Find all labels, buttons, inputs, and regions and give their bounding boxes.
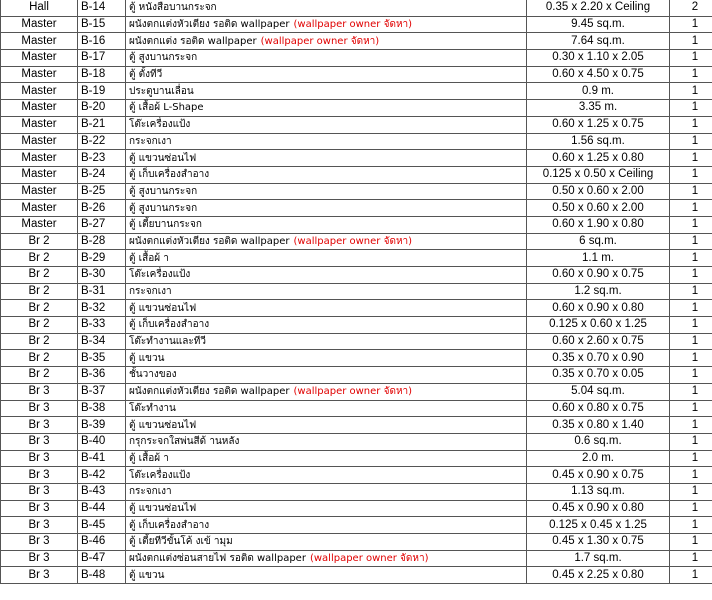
dimension-cell[interactable]: 2.0 m.: [527, 450, 670, 467]
description-cell[interactable]: [126, 283, 527, 300]
item-description: กระจกเงา: [129, 486, 172, 498]
item-description: ตู้ เสื้อผ้ า: [129, 452, 169, 464]
dimension-cell[interactable]: 0.60 x 1.25 x 0.80: [527, 150, 670, 167]
item-code-cell[interactable]: B-21: [78, 116, 126, 133]
description-cell[interactable]: [126, 250, 527, 267]
dimension-cell[interactable]: 0.6 sq.m.: [527, 433, 670, 450]
item-code-cell[interactable]: B-45: [78, 517, 126, 534]
description-cell[interactable]: [126, 0, 527, 16]
item-description: ตู้ เก็บเครื่องสำอาง: [129, 319, 210, 331]
quantity-cell[interactable]: 1: [670, 100, 712, 117]
dimension-cell[interactable]: 0.125 x 0.45 x 1.25: [527, 517, 670, 534]
quantity-cell[interactable]: 1: [670, 517, 712, 534]
item-description: ผนังตกแต่งซ่อนสายไฟ รอติด wallpaper: [129, 553, 306, 565]
room-cell[interactable]: Br 2: [1, 267, 78, 284]
item-code-cell[interactable]: B-37: [78, 383, 126, 400]
item-description: โต๊ะเครื่องแป้ง: [129, 469, 191, 481]
item-code-cell[interactable]: B-14: [78, 0, 126, 16]
dimension-cell[interactable]: 1.13 sq.m.: [527, 483, 670, 500]
quantity-cell[interactable]: 1: [670, 350, 712, 367]
description-cell[interactable]: [126, 534, 527, 551]
item-code-cell[interactable]: B-41: [78, 450, 126, 467]
item-description: ตู้ แขวนซ่อนไฟ: [129, 419, 197, 431]
item-code-cell[interactable]: B-23: [78, 150, 126, 167]
description-cell[interactable]: [126, 267, 527, 284]
room-cell[interactable]: Br 3: [1, 534, 78, 551]
table-row: [1, 166, 712, 183]
table-row: [1, 200, 712, 217]
room-cell[interactable]: Master: [1, 183, 78, 200]
item-description: ตู้ แขวน: [129, 352, 165, 364]
description-cell[interactable]: [126, 166, 527, 183]
room-cell[interactable]: Master: [1, 116, 78, 133]
owner-supply-note: (wallpaper owner จัดหา): [260, 35, 380, 47]
room-cell[interactable]: Master: [1, 150, 78, 167]
dimension-cell[interactable]: 0.60 x 2.60 x 0.75: [527, 333, 670, 350]
dimension-cell[interactable]: 0.9 m.: [527, 83, 670, 100]
description-cell[interactable]: [126, 33, 527, 50]
item-description: ผนังตกแต่ง รอติด wallpaper: [129, 35, 257, 47]
table-row: [1, 400, 712, 417]
description-cell[interactable]: [126, 83, 527, 100]
table-row: [1, 66, 712, 83]
description-cell[interactable]: [126, 150, 527, 167]
description-cell[interactable]: [126, 550, 527, 567]
item-code-cell[interactable]: B-46: [78, 534, 126, 551]
table-row: [1, 267, 712, 284]
description-cell[interactable]: [126, 350, 527, 367]
item-code-cell[interactable]: B-26: [78, 200, 126, 217]
item-description: ตู้ เตี้ยทีวีขั้นโค้ งเข้ ามุม: [129, 536, 233, 548]
quantity-cell[interactable]: 1: [670, 467, 712, 484]
room-cell[interactable]: Master: [1, 133, 78, 150]
item-code-cell[interactable]: B-29: [78, 250, 126, 267]
quantity-cell[interactable]: 1: [670, 483, 712, 500]
room-cell[interactable]: Br 3: [1, 450, 78, 467]
item-description: กระจกเงา: [129, 286, 172, 298]
dimension-cell[interactable]: 0.60 x 1.25 x 0.75: [527, 116, 670, 133]
item-code-cell[interactable]: B-32: [78, 300, 126, 317]
dimension-cell[interactable]: 0.60 x 4.50 x 0.75: [527, 66, 670, 83]
item-code-cell[interactable]: B-44: [78, 500, 126, 517]
item-code-cell[interactable]: B-33: [78, 317, 126, 334]
dimension-cell[interactable]: 0.35 x 0.80 x 1.40: [527, 417, 670, 434]
quantity-cell[interactable]: 1: [670, 83, 712, 100]
quantity-cell[interactable]: 2: [670, 0, 712, 16]
quantity-cell[interactable]: 1: [670, 250, 712, 267]
table-row: [1, 550, 712, 567]
room-cell[interactable]: Br 3: [1, 517, 78, 534]
dimension-cell[interactable]: 0.60 x 0.90 x 0.80: [527, 300, 670, 317]
dimension-cell[interactable]: 7.64 sq.m.: [527, 33, 670, 50]
room-cell[interactable]: Master: [1, 16, 78, 33]
description-cell[interactable]: [126, 400, 527, 417]
item-code-cell[interactable]: B-35: [78, 350, 126, 367]
description-cell[interactable]: [126, 467, 527, 484]
description-cell[interactable]: [126, 100, 527, 117]
owner-supply-note: (wallpaper owner จัดหา): [309, 553, 429, 565]
dimension-cell[interactable]: 3.35 m.: [527, 100, 670, 117]
room-cell[interactable]: Br 3: [1, 567, 78, 584]
dimension-cell[interactable]: 0.125 x 0.60 x 1.25: [527, 317, 670, 334]
item-description: ประตูบานเลื่อน: [129, 85, 194, 97]
description-cell[interactable]: [126, 450, 527, 467]
dimension-cell[interactable]: 0.45 x 0.90 x 0.80: [527, 500, 670, 517]
room-cell[interactable]: Br 3: [1, 417, 78, 434]
item-code-cell[interactable]: B-30: [78, 267, 126, 284]
room-cell[interactable]: Master: [1, 200, 78, 217]
description-cell[interactable]: [126, 183, 527, 200]
room-cell[interactable]: Br 2: [1, 317, 78, 334]
table-row: [1, 300, 712, 317]
item-code-cell[interactable]: B-38: [78, 400, 126, 417]
description-cell[interactable]: [126, 300, 527, 317]
quantity-cell[interactable]: 1: [670, 150, 712, 167]
dimension-cell[interactable]: 1.56 sq.m.: [527, 133, 670, 150]
table-row: [1, 33, 712, 50]
table-row: [1, 350, 712, 367]
owner-supply-note: (wallpaper owner จัดหา): [293, 386, 413, 398]
room-cell[interactable]: Br 3: [1, 400, 78, 417]
room-cell[interactable]: Master: [1, 166, 78, 183]
description-cell[interactable]: [126, 216, 527, 233]
item-description: ผนังตกแต่งหัวเตียง รอติด wallpaper: [129, 19, 290, 31]
item-code-cell[interactable]: B-31: [78, 283, 126, 300]
quantity-cell[interactable]: 1: [670, 16, 712, 33]
dimension-cell[interactable]: 0.50 x 0.60 x 2.00: [527, 200, 670, 217]
room-cell[interactable]: Br 3: [1, 483, 78, 500]
room-cell[interactable]: Master: [1, 50, 78, 67]
table-row: [1, 150, 712, 167]
quantity-cell[interactable]: 1: [670, 367, 712, 384]
quantity-cell[interactable]: 1: [670, 200, 712, 217]
item-code-cell[interactable]: B-22: [78, 133, 126, 150]
room-cell[interactable]: Br 2: [1, 333, 78, 350]
item-description: โต๊ะเครื่องแป้ง: [129, 269, 191, 281]
description-cell[interactable]: [126, 133, 527, 150]
quantity-cell[interactable]: 1: [670, 233, 712, 250]
item-code-cell[interactable]: B-47: [78, 550, 126, 567]
quantity-cell[interactable]: 1: [670, 500, 712, 517]
description-cell[interactable]: [126, 317, 527, 334]
item-description: ตู้ แขวนซ่อนไฟ: [129, 502, 197, 514]
quantity-cell[interactable]: 1: [670, 267, 712, 284]
item-code-cell[interactable]: B-20: [78, 100, 126, 117]
description-cell[interactable]: [126, 116, 527, 133]
table-row: [1, 534, 712, 551]
item-code-cell[interactable]: B-17: [78, 50, 126, 67]
description-cell[interactable]: [126, 383, 527, 400]
dimension-cell[interactable]: 0.45 x 1.30 x 0.75: [527, 534, 670, 551]
dimension-cell[interactable]: 0.35 x 2.20 x Ceiling: [527, 0, 670, 16]
quantity-cell[interactable]: 1: [670, 133, 712, 150]
room-cell[interactable]: Br 2: [1, 233, 78, 250]
item-description: ตู้ ตั้งทีวี: [129, 69, 163, 81]
description-cell[interactable]: [126, 333, 527, 350]
table-row: [1, 567, 712, 584]
dimension-cell[interactable]: 1.7 sq.m.: [527, 550, 670, 567]
quantity-cell[interactable]: 1: [670, 66, 712, 83]
table-row: [1, 467, 712, 484]
item-code-cell[interactable]: B-48: [78, 567, 126, 584]
item-description: โต๊ะทำงานและทีวี: [129, 336, 206, 348]
quantity-cell[interactable]: 1: [670, 116, 712, 133]
item-description: ตู้ สูงบานกระจก: [129, 185, 198, 197]
table-row: [1, 433, 712, 450]
item-code-cell[interactable]: B-18: [78, 66, 126, 83]
quantity-cell[interactable]: 1: [670, 166, 712, 183]
item-code-cell[interactable]: B-34: [78, 333, 126, 350]
item-code-cell[interactable]: B-15: [78, 16, 126, 33]
table-row: [1, 417, 712, 434]
table-row: [1, 133, 712, 150]
table-row: [1, 283, 712, 300]
dimension-cell[interactable]: 0.50 x 0.60 x 2.00: [527, 183, 670, 200]
item-description: ตู้ แขวน: [129, 569, 165, 581]
table-row: [1, 83, 712, 100]
description-cell[interactable]: [126, 233, 527, 250]
room-cell[interactable]: Br 2: [1, 300, 78, 317]
owner-supply-note: (wallpaper owner จัดหา): [293, 19, 413, 31]
description-cell[interactable]: [126, 367, 527, 384]
item-code-cell[interactable]: B-43: [78, 483, 126, 500]
table-row: [1, 250, 712, 267]
room-cell[interactable]: Hall: [1, 0, 78, 16]
dimension-cell[interactable]: 1.2 sq.m.: [527, 283, 670, 300]
description-cell[interactable]: [126, 200, 527, 217]
table-row: [1, 517, 712, 534]
table-row: [1, 483, 712, 500]
item-description: ผนังตกแต่งหัวเตียง รอติด wallpaper: [129, 235, 290, 247]
quantity-cell[interactable]: 1: [670, 216, 712, 233]
quantity-cell[interactable]: 1: [670, 317, 712, 334]
quantity-cell[interactable]: 1: [670, 333, 712, 350]
item-description: ตู้ เก็บเครื่องสำอาง: [129, 169, 210, 181]
dimension-cell[interactable]: 0.125 x 0.50 x Ceiling: [527, 166, 670, 183]
room-cell[interactable]: Br 3: [1, 433, 78, 450]
item-code-cell[interactable]: B-28: [78, 233, 126, 250]
table-row: [1, 216, 712, 233]
description-cell[interactable]: [126, 417, 527, 434]
item-description: ตู้ เสื้อผ้ า: [129, 252, 169, 264]
item-description: ตู้ หนังสือบานกระจก: [129, 2, 217, 14]
quantity-cell[interactable]: 1: [670, 534, 712, 551]
quantity-cell[interactable]: 1: [670, 33, 712, 50]
item-code-cell[interactable]: B-25: [78, 183, 126, 200]
table-body: [1, 0, 712, 584]
item-description: ตู้ เสื้อผ้ L-Shape: [129, 102, 204, 114]
table-row: [1, 116, 712, 133]
quantity-cell[interactable]: 1: [670, 183, 712, 200]
item-code-cell[interactable]: B-24: [78, 166, 126, 183]
room-cell[interactable]: Master: [1, 66, 78, 83]
table-row: [1, 16, 712, 33]
dimension-cell[interactable]: 0.45 x 0.90 x 0.75: [527, 467, 670, 484]
room-cell[interactable]: Master: [1, 100, 78, 117]
table-row: [1, 317, 712, 334]
description-cell[interactable]: [126, 567, 527, 584]
quantity-cell[interactable]: 1: [670, 50, 712, 67]
dimension-cell[interactable]: 0.45 x 2.25 x 0.80: [527, 567, 670, 584]
description-cell[interactable]: [126, 50, 527, 67]
description-cell[interactable]: [126, 433, 527, 450]
description-cell[interactable]: [126, 483, 527, 500]
quantity-cell[interactable]: 1: [670, 383, 712, 400]
quantity-cell[interactable]: 1: [670, 567, 712, 584]
table-row: [1, 50, 712, 67]
item-code-cell[interactable]: B-36: [78, 367, 126, 384]
dimension-cell[interactable]: 9.45 sq.m.: [527, 16, 670, 33]
quantity-cell[interactable]: 1: [670, 300, 712, 317]
dimension-cell[interactable]: 0.60 x 0.80 x 0.75: [527, 400, 670, 417]
room-cell[interactable]: Br 3: [1, 500, 78, 517]
room-cell[interactable]: Br 2: [1, 250, 78, 267]
item-description: ตู้ เก็บเครื่องสำอาง: [129, 519, 210, 531]
item-code-cell[interactable]: B-19: [78, 83, 126, 100]
item-code-cell[interactable]: B-27: [78, 216, 126, 233]
item-description: ตู้ แขวนซ่อนไฟ: [129, 302, 197, 314]
quantity-cell[interactable]: 1: [670, 283, 712, 300]
table-row: [1, 367, 712, 384]
quantity-cell[interactable]: 1: [670, 433, 712, 450]
table-row: [1, 383, 712, 400]
item-description: ตู้ แขวนซ่อนไฟ: [129, 152, 197, 164]
item-code-cell[interactable]: B-16: [78, 33, 126, 50]
room-cell[interactable]: Master: [1, 83, 78, 100]
description-cell[interactable]: [126, 16, 527, 33]
item-description: ตู้ สูงบานกระจก: [129, 202, 198, 214]
table-row: [1, 233, 712, 250]
description-cell[interactable]: [126, 517, 527, 534]
table-row: [1, 0, 712, 16]
item-description: ผนังตกแต่งหัวเตียง รอติด wallpaper: [129, 386, 290, 398]
room-cell[interactable]: Br 3: [1, 383, 78, 400]
dimension-cell[interactable]: 0.30 x 1.10 x 2.05: [527, 50, 670, 67]
table-row: [1, 333, 712, 350]
table-row: [1, 100, 712, 117]
item-description: โต๊ะทำงาน: [129, 402, 176, 414]
item-description: กระจกเงา: [129, 135, 172, 147]
room-cell[interactable]: Br 3: [1, 467, 78, 484]
room-cell[interactable]: Master: [1, 33, 78, 50]
item-description: ตู้ เตี้ยบานกระจก: [129, 219, 202, 231]
item-code-cell[interactable]: B-40: [78, 433, 126, 450]
dimension-cell[interactable]: 1.1 m.: [527, 250, 670, 267]
item-description: ชั้นวางของ: [129, 369, 177, 381]
dimension-cell[interactable]: 5.04 sq.m.: [527, 383, 670, 400]
description-cell[interactable]: [126, 500, 527, 517]
quantity-cell[interactable]: 1: [670, 417, 712, 434]
quantity-cell[interactable]: 1: [670, 550, 712, 567]
quantity-cell[interactable]: 1: [670, 400, 712, 417]
item-description: ตู้ สูงบานกระจก: [129, 52, 198, 64]
room-cell[interactable]: Br 2: [1, 350, 78, 367]
room-cell[interactable]: Br 2: [1, 283, 78, 300]
room-cell[interactable]: Br 3: [1, 550, 78, 567]
room-cell[interactable]: Master: [1, 216, 78, 233]
dimension-cell[interactable]: 0.60 x 0.90 x 0.75: [527, 267, 670, 284]
dimension-cell[interactable]: 0.60 x 1.90 x 0.80: [527, 216, 670, 233]
dimension-cell[interactable]: 6 sq.m.: [527, 233, 670, 250]
table-row: [1, 183, 712, 200]
item-code-cell[interactable]: B-42: [78, 467, 126, 484]
item-code-cell[interactable]: B-39: [78, 417, 126, 434]
room-cell[interactable]: Br 2: [1, 367, 78, 384]
table-row: [1, 500, 712, 517]
quantity-cell[interactable]: 1: [670, 450, 712, 467]
description-cell[interactable]: [126, 66, 527, 83]
table-row: [1, 450, 712, 467]
item-description: โต๊ะเครื่องแป้ง: [129, 119, 191, 131]
owner-supply-note: (wallpaper owner จัดหา): [293, 235, 413, 247]
item-description: กรุกระจกใสพ่นสีด้ านหลัง: [129, 436, 240, 448]
dimension-cell[interactable]: 0.35 x 0.70 x 0.90: [527, 350, 670, 367]
dimension-cell[interactable]: 0.35 x 0.70 x 0.05: [527, 367, 670, 384]
